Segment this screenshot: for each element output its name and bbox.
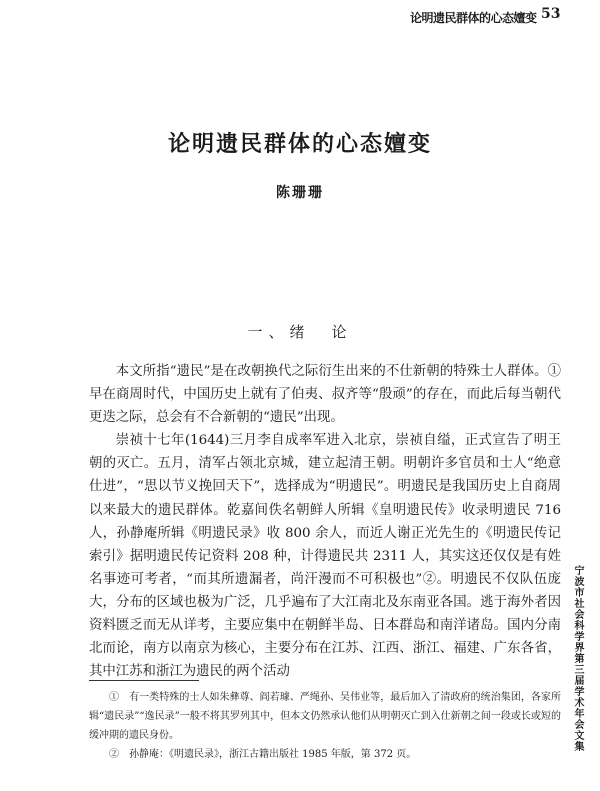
paper-title: 论明遗民群体的心态嬗变 [167,131,432,157]
author-name: 陈珊珊 [276,185,324,201]
paragraph: 本文所指“遗民”是在改朝换代之际衍生出来的不仕新朝的特殊士人群体。① 早在商周时代，中国历史上就有了伯夷、叔齐等“殷顽”的存在，而此后每当朝代更迭之际，总会有不合新朝的“遗民”出现。 [89,364,561,426]
footnote: ① 有一类特殊的士人如朱彝尊、阎若璩、严绳孙、吴伟业等，最后加入了清政府的统治集团，各家所辑“遗民录”“逸民录”一般不将其罗列其中，但本文仍然承认他们从明朝灭亡到入仕新朝之间一段或长或短的缓冲期的遗民身份。 [89,692,561,741]
side-note-vertical: 宁波市社会科学界第三届学术年会文集 [572,565,583,752]
footnote: ② 孙静庵：《明遗民录》，浙江古籍出版社 1985 年版，第 372 页。 [109,749,417,760]
body-text [89,360,561,683]
footnote-divider [89,680,199,681]
section-heading: 一、绪 论 [247,323,353,341]
page-number: 53 [541,6,561,22]
footnotes [89,688,561,764]
running-header-title: 论明遗民群体的心态嬗变 [410,11,537,25]
paragraph: 崇祯十七年(1644)三月李自成率军进入北京，崇祯自缢，正式宣告了明王朝的灭亡。五月，清军占领北京城，建立起清王朝。明朝许多官员和士人“绝意仕进”，“思以节义挽回天下”，选择成为“明遗民”。明遗民是我国历史上自商周以来最大的遗民群体。乾嘉间佚名朝鲜人所辑《皇明遗民传》收录明遗民 716 人，孙静庵所辑《明遗民录》收 800 余人，而近人谢正光先生的《明遗民传记索引》据明遗民传记资料 208 种，计得遗民共 2311 人，其实这还仅仅是有姓名事迹可考者，“而其所遗漏者，尚汗漫而不可积极也”②。明遗民不仅队伍庞大，分布的区域也极为广泛，几乎遍布了大江南北及东南亚各国。逃于海外者因资料匮乏而无从详考，主要应集中在朝鲜半岛、日本群岛和南洋诸岛。国内分南北而论，南方以南京为核心，主要分布在江苏、江西、浙江、福建、广东各省，其中江苏和浙江为遗民的两个活动 [89,433,561,680]
